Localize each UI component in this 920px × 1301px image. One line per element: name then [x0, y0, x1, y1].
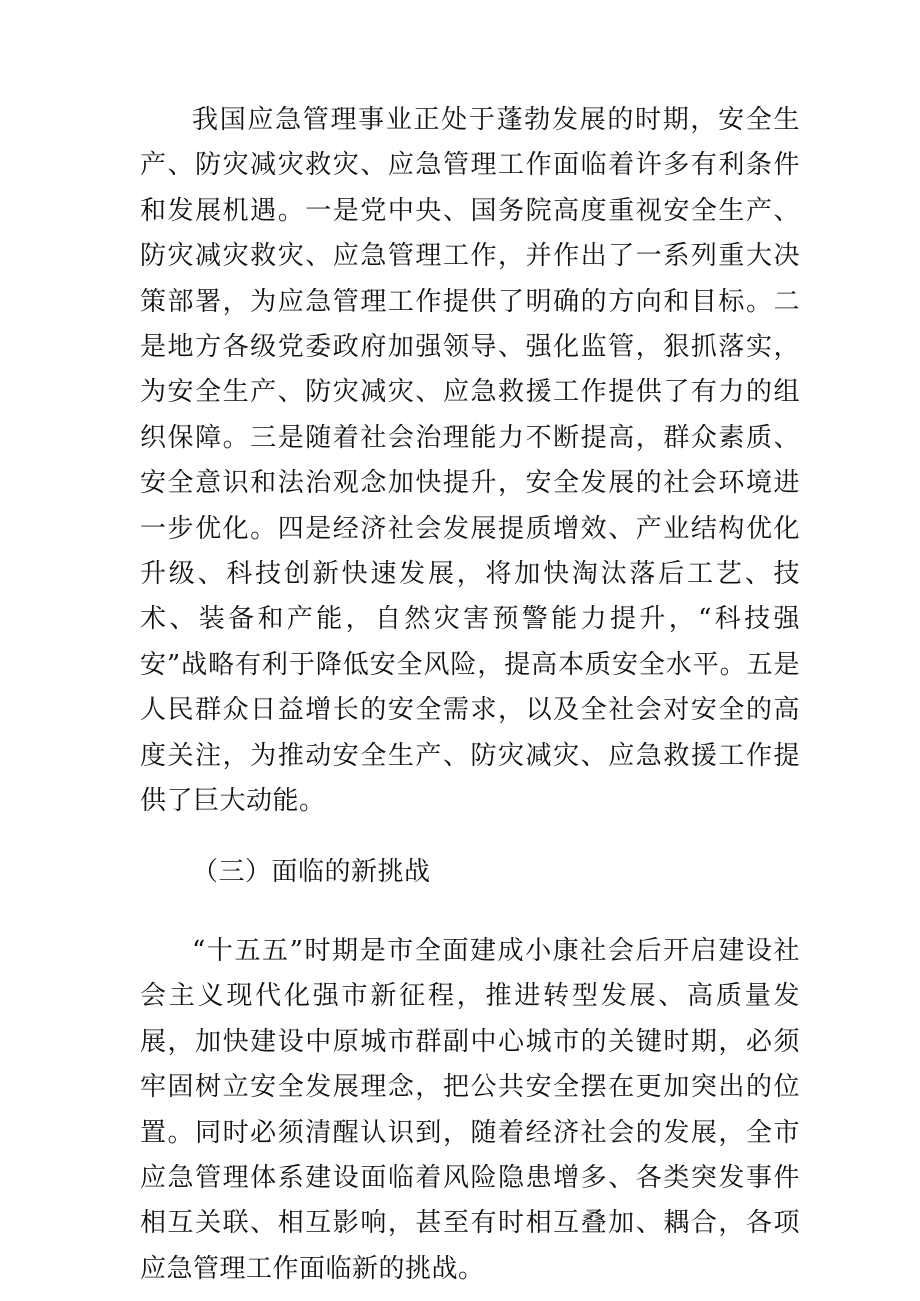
body-paragraph-challenges: “十五五”时期是市全面建成小康社会后开启建设社会主义现代化强市新征程，推进转型发展、高质量发展，加快建设中原城市群副中心城市的关键时期，必须牢固树立安全发展理念，把公共安全摆在更加突出的位置。同时必须清醒认识到，随着经济社会的发展，全市应急管理体系建设面临着风险隐患增多、各类突发事件相互关联、相互影响，甚至有时相互叠加、耦合，各项应急管理工作面临新的挑战。	[140, 935, 800, 1284]
document-body	[140, 98, 800, 1292]
section-heading-new-challenges: （三）面临的新挑战	[192, 856, 431, 887]
body-paragraph-opportunities: 我国应急管理事业正处于蓬勃发展的时期，安全生产、防灾减灾救灾、应急管理工作面临着许多有利条件和发展机遇。一是党中央、国务院高度重视安全生产、防灾减灾救灾、应急管理工作，并作出了一系列重大决策部署，为应急管理工作提供了明确的方向和目标。二是地方各级党委政府加强领导、强化监管，狠抓落实，为安全生产、防灾减灾、应急救援工作提供了有力的组织保障。三是随着社会治理能力不断提高，群众素质、安全意识和法治观念加快提升，安全发展的社会环境进一步优化。四是经济社会发展提质增效、产业结构优化升级、科技创新快速发展，将加快淘汰落后工艺、技术、装备和产能，自然灾害预警能力提升，“科技强安”战略有利于降低安全风险，提高本质安全水平。五是人民群众日益增长的安全需求，以及全社会对安全的高度关注，为推动安全生产、防灾减灾、应急救援工作提供了巨大动能。	[140, 105, 800, 817]
